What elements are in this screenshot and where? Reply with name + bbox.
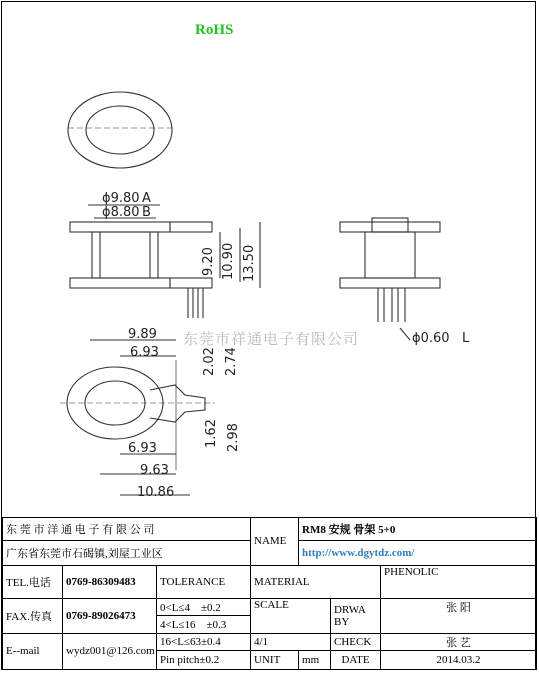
dim-d1: ϕ9.80: [102, 191, 140, 206]
company-name: 东 莞 市 洋 通 电 子 有 限 公 司: [3, 518, 251, 541]
bottom-view: [60, 340, 215, 495]
top-view: [68, 92, 172, 168]
dim-d2: ϕ8.80: [102, 205, 140, 220]
fax-value: 0769-89026473: [63, 598, 157, 633]
tolerance-2: 4<L≤16 ±0.3: [157, 616, 251, 634]
unit-label: UNIT: [251, 651, 299, 670]
check-label: CHECK: [331, 633, 381, 651]
drawn-by: 张 阳: [381, 598, 537, 633]
rohs-label: RoHS: [195, 22, 234, 38]
tel-value: 0769-86309483: [63, 565, 157, 598]
dim-v2: 2.74: [224, 347, 239, 376]
material-label: MATERIAL: [251, 565, 381, 598]
dim-w5: 10.86: [137, 485, 175, 500]
dim-w1: 9.89: [128, 327, 157, 342]
website-link[interactable]: http://www.dgytdz.com/: [299, 540, 537, 565]
scale-value: 4/1: [251, 633, 331, 651]
scale-label: SCALE: [251, 598, 331, 633]
company-address: 广东省东莞市石碣镇,刘屋工业区: [3, 540, 251, 565]
email-label: E--mail: [3, 633, 63, 669]
dim-h3: 13.50: [242, 244, 257, 282]
dim-d2-tag: B: [142, 205, 151, 220]
tel-label: TEL.电话: [3, 565, 63, 598]
tolerance-label: TOLERANCE: [157, 565, 251, 598]
unit-value: mm: [299, 651, 331, 670]
dim-w4: 9.63: [140, 463, 169, 478]
dim-pin: ϕ0.60: [412, 331, 450, 346]
date-label: DATE: [331, 651, 381, 670]
watermark: 东莞市祥通电子有限公司: [183, 330, 360, 348]
pin-pitch: Pin pitch±0.2: [157, 651, 251, 670]
name-label: NAME: [251, 518, 299, 566]
dim-pin-tag: L: [462, 331, 470, 346]
dim-v4: 2.98: [226, 423, 241, 452]
dim-v1: 2.02: [202, 347, 217, 376]
fax-label: FAX.传真: [3, 598, 63, 633]
date-value: 2014.03.2: [381, 651, 537, 670]
tolerance-3: 16<L≤63±0.4: [157, 633, 251, 651]
dim-w2: 6.93: [130, 345, 159, 360]
dim-v3: 1.62: [204, 419, 219, 448]
dim-d1-tag: A: [142, 191, 151, 206]
checked-by: 张 艺: [381, 633, 537, 651]
tolerance-1: 0<L≤4 ±0.2: [157, 598, 251, 616]
dim-h2: 10.90: [221, 242, 236, 280]
material-value: PHENOLIC: [381, 565, 537, 598]
title-block: [2, 517, 536, 670]
drawn-label: DRWA BY: [331, 598, 381, 633]
email-value[interactable]: wydz001@126.com: [63, 633, 157, 669]
dim-h1: 9.20: [201, 247, 216, 276]
product-name: RM8 安规 骨架 5+0: [299, 518, 537, 541]
dim-w3: 6.93: [128, 441, 157, 456]
side-view: [340, 218, 440, 340]
